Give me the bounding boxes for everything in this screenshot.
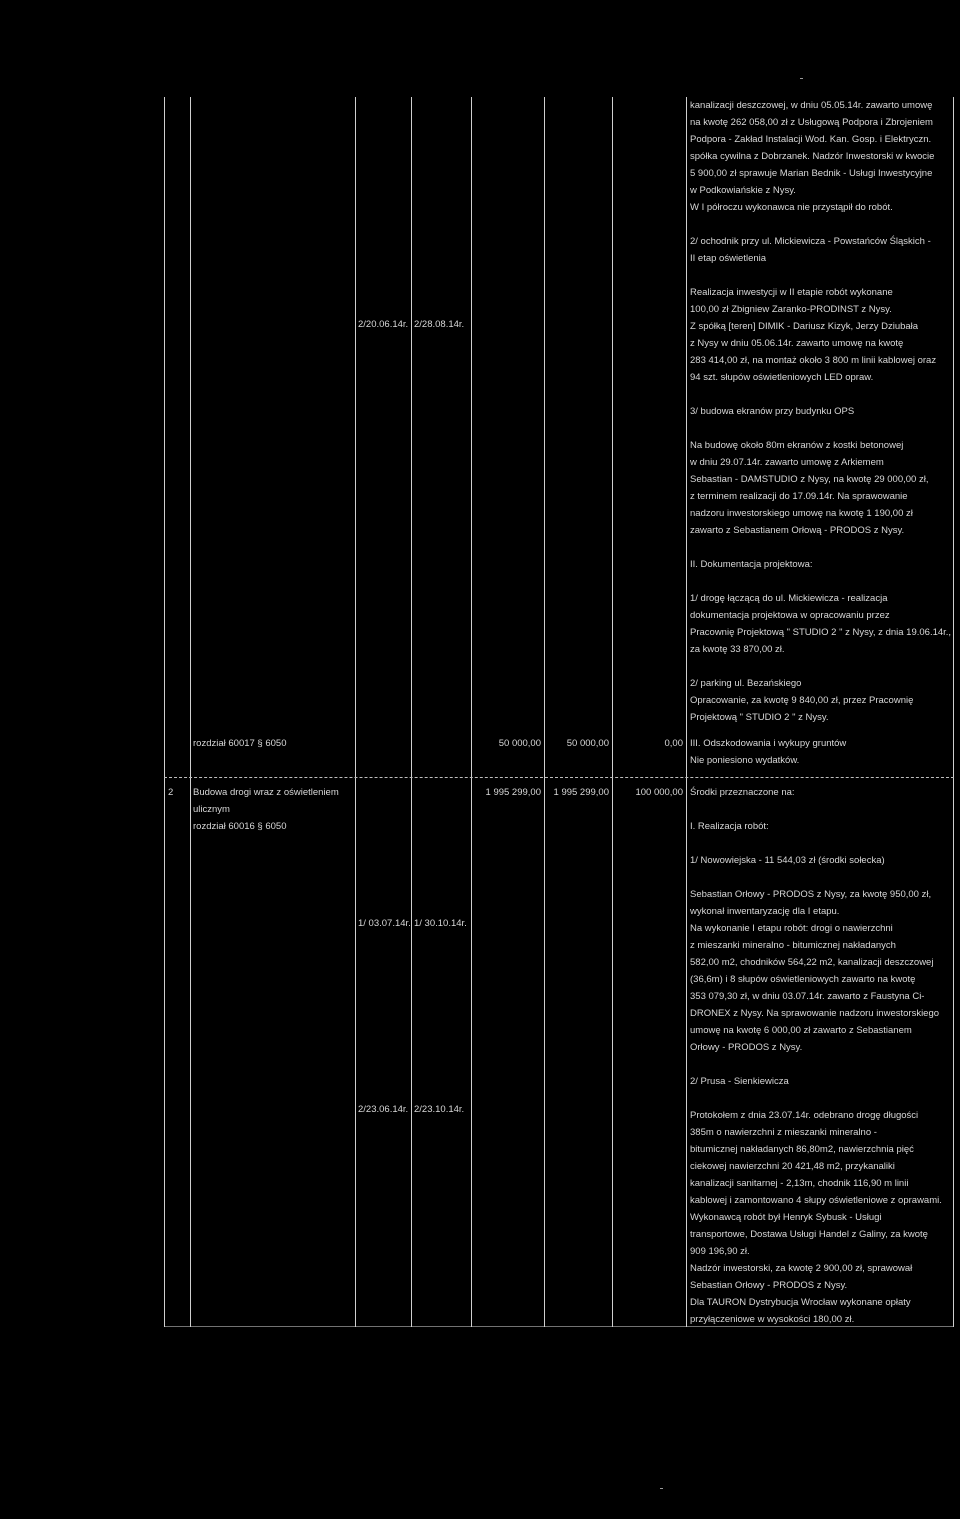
col-divider-7 <box>612 97 613 1327</box>
row2-pct: 100 000,00 <box>635 787 683 798</box>
scan-speck <box>800 78 803 79</box>
description-line: 385m o nawierzchni z mieszanki mineralno - <box>690 1127 877 1138</box>
description-line: II etap oświetlenia <box>690 253 767 264</box>
description-line <box>690 216 952 233</box>
row1-classification: rozdział 60017 § 6050 <box>193 738 287 749</box>
description-line: na kwotę 262 058,00 zł z Usługową Podpora i Zbrojeniem <box>690 117 933 128</box>
description-line: dokumentacja projektowa w opracowaniu przez <box>690 610 890 621</box>
col-divider-6 <box>544 97 545 1327</box>
description-line: wykonał inwentaryzację dla I etapu. <box>690 906 840 917</box>
description-line <box>690 539 952 556</box>
description-line <box>690 386 952 403</box>
description-line: z Nysy w dniu 05.06.14r. zawarto umowę na kwotę <box>690 338 904 349</box>
description-line: Nadzór inwestorski, za kwotę 2 900,00 zł, sprawował <box>690 1263 913 1274</box>
description-line: 909 196,90 zł. <box>690 1246 750 1257</box>
description-line: 1/ drogę łączącą do ul. Mickiewicza - realizacja <box>690 593 888 604</box>
description-line: przyłączeniowe w wysokości 180,00 zł. <box>690 1314 855 1325</box>
description-line: kanalizacji sanitarnej - 2,13m, chodnik 116,90 m linii <box>690 1178 909 1189</box>
description-line: Sebastian Orłowy - PRODOS z Nysy. <box>690 1280 848 1291</box>
description-line: I. Realizacja robót: <box>690 821 769 832</box>
description-line: Dla TAURON Dystrybucja Wrocław wykonane opłaty <box>690 1297 911 1308</box>
description-line: Sebastian - DAMSTUDIO z Nysy, na kwotę 29 000,00 zł, <box>690 474 929 485</box>
col-divider-3 <box>355 97 356 1327</box>
row2-exec-amount: 1 995 299,00 <box>553 787 609 798</box>
row2-title-line2: ulicznym <box>193 804 230 815</box>
col-divider-9 <box>953 97 954 1327</box>
description-line: w Podkowiańskie z Nysy. <box>690 185 796 196</box>
description-line <box>690 869 952 886</box>
description-line: Na budowę około 80m ekranów z kostki betonowej <box>690 440 904 451</box>
date-end-a: 2/28.08.14r. <box>414 319 465 330</box>
description-line: Z spółką [teren] DIMIK - Dariusz Kizyk, Jerzy Dziubała <box>690 321 919 332</box>
description-line: 3/ budowa ekranów przy budynku OPS <box>690 406 855 417</box>
description-line: Realizacja inwestycji w II etapie robót wykonane <box>690 287 893 298</box>
row1-plan-amount: 50 000,00 <box>498 738 541 749</box>
description-line: nadzoru inwestorskiego umowę na kwotę 1 190,00 zł <box>690 508 913 519</box>
description-line: 582,00 m2, chodników 564,22 m2, kanalizacji deszczowej <box>690 957 934 968</box>
date-start-c: 2/23.06.14r. <box>358 1104 409 1115</box>
description-line: 1/ Nowowiejska - 11 544,03 zł (środki sołecka) <box>690 855 885 866</box>
description-top <box>690 97 952 726</box>
row1-exec-amount: 50 000,00 <box>566 738 609 749</box>
description-line: Sebastian Orłowy - PRODOS z Nysy, za kwotę 950,00 zł, <box>690 889 932 900</box>
description-line <box>690 267 952 284</box>
description-line: Podpora - Zakład Instalacji Wod. Kan. Gosp. i Elektryczn. <box>690 134 932 145</box>
date-end-c: 2/23.10.14r. <box>414 1104 465 1115</box>
row-separator <box>164 777 954 778</box>
description-line: II. Dokumentacja projektowa: <box>690 559 813 570</box>
row2-title-line1: Budowa drogi wraz z oświetleniem <box>193 787 339 798</box>
description-line: z mieszanki mineralno - bitumicznej nakładanych <box>690 940 896 951</box>
row1-pct: 0,00 <box>664 738 683 749</box>
col-divider-5 <box>471 97 472 1327</box>
description-line: w dniu 29.07.14r. zawarto umowę z Arkiemem <box>690 457 884 468</box>
description-line: ciekowej nawierzchni 20 421,48 m2, przykanaliki <box>690 1161 895 1172</box>
date-end-b: 1/ 30.10.14r. <box>414 918 467 929</box>
description-row2 <box>690 784 952 1328</box>
description-line <box>690 1090 952 1107</box>
date-start-b: 1/ 03.07.14r. <box>358 918 411 929</box>
description-line <box>690 801 952 818</box>
description-line <box>690 420 952 437</box>
scan-speck <box>660 1488 663 1489</box>
description-line: transportowe, Dostawa Usługi Handel z Galiny, za kwotę <box>690 1229 928 1240</box>
description-line: Wykonawcą robót był Henryk Sybusk - Usługi <box>690 1212 882 1223</box>
description-line: Protokołem z dnia 23.07.14r. odebrano drogę długości <box>690 1110 919 1121</box>
row2-number: 2 <box>168 787 174 798</box>
description-line: III. Odszkodowania i wykupy gruntów <box>690 738 847 749</box>
description-line: Na wykonanie I etapu robót: drogi o nawierzchni <box>690 923 893 934</box>
col-divider-2 <box>190 97 191 1327</box>
description-line: zawarto z Sebastianem Orłową - PRODOS z Nysy. <box>690 525 905 536</box>
row2-plan-amount: 1 995 299,00 <box>485 787 541 798</box>
row2-classification: rozdział 60016 § 6050 <box>193 821 287 832</box>
description-line: Projektową " STUDIO 2 " z Nysy. <box>690 712 829 723</box>
description-line: W I półroczu wykonawca nie przystąpił do robót. <box>690 202 893 213</box>
description-line: bitumicznej nakładanych 86,80m2, nawierzchnia pięć <box>690 1144 914 1155</box>
description-row1 <box>690 735 952 769</box>
description-line: 2/ ochodnik przy ul. Mickiewicza - Powstańców Śląskich - <box>690 236 931 247</box>
description-line: umowę na kwotę 6 000,00 zł zawarto z Sebastianem <box>690 1025 912 1036</box>
col-divider-4 <box>411 97 412 1327</box>
col-divider-1 <box>164 97 165 1327</box>
description-line: Nie poniesiono wydatków. <box>690 755 800 766</box>
description-line: 2/ Prusa - Sienkiewicza <box>690 1076 789 1087</box>
description-line <box>690 835 952 852</box>
description-line: DRONEX z Nysy. Na sprawowanie nadzoru inwestorskiego <box>690 1008 940 1019</box>
description-line: kanalizacji deszczowej, w dniu 05.05.14r. zawarto umowę <box>690 100 933 111</box>
description-line: za kwotę 33 870,00 zł. <box>690 644 785 655</box>
description-line: Opracowanie, za kwotę 9 840,00 zł, przez Pracownię <box>690 695 914 706</box>
description-line: 2/ parking ul. Bezańskiego <box>690 678 802 689</box>
description-line <box>690 658 952 675</box>
description-line: 5 900,00 zł sprawuje Marian Bednik - Usługi Inwestycyjne <box>690 168 933 179</box>
description-line: z terminem realizacji do 17.09.14r. Na sprawowanie <box>690 491 908 502</box>
description-line: (36,6m) i 8 słupów oświetleniowych zawarto na kwotę <box>690 974 916 985</box>
description-line: 94 szt. słupów oświetleniowych LED opraw. <box>690 372 874 383</box>
description-line <box>690 1056 952 1073</box>
description-line: Pracownię Projektową " STUDIO 2 " z Nysy, z dnia 19.06.14r., <box>690 627 952 638</box>
description-line: 283 414,00 zł, na montaż około 3 800 m linii kablowej oraz <box>690 355 937 366</box>
description-line: 353 079,30 zł, w dniu 03.07.14r. zawarto z Faustyna Ci- <box>690 991 925 1002</box>
date-start-a: 2/20.06.14r. <box>358 319 409 330</box>
description-line <box>690 573 952 590</box>
description-line: Orłowy - PRODOS z Nysy. <box>690 1042 803 1053</box>
description-line: spółka cywilna z Dobrzanek. Nadzór Inwestorski w kwocie <box>690 151 935 162</box>
description-line: Środki przeznaczone na: <box>690 787 795 798</box>
description-line: 100,00 zł Zbigniew Zaranko-PRODINST z Nysy. <box>690 304 892 315</box>
description-line: kablowej i zamontowano 4 słupy oświetleniowe z oprawami. <box>690 1195 942 1206</box>
col-divider-8 <box>686 97 687 1327</box>
